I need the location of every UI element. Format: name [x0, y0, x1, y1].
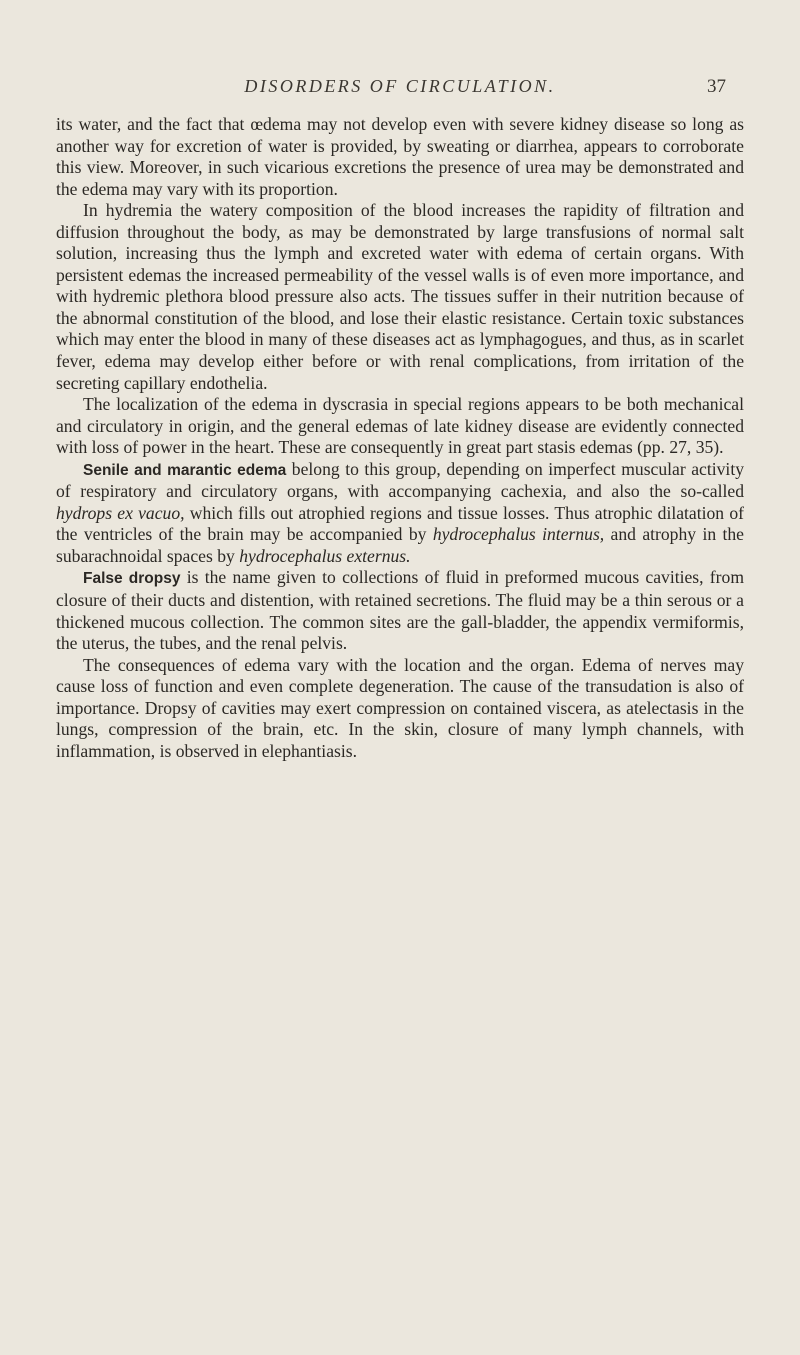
false-dropsy-text: is the name given to collections of fluid in preformed mucous cavities, from closure of their ducts and distention, with retained secretions. The fluid may be a thin serous or a thickened mucous collection. The common sites are the gall-bladder, the appendix vermiformis, the uterus, the tubes, and the renal pelvis. — [56, 567, 744, 654]
paragraph-consequences: The consequences of edema vary with the location and the organ. Edema of nerves may cause loss of function and even complete degeneration. The cause of the transudation is also of importance. Dropsy of cavities may exert compression on contained viscera, as atelectasis in the lungs, compression of the brain, etc. In the skin, closure of many lymph channels, with inflammation, is observed in elephantiasis. — [56, 654, 744, 761]
paragraph-hydremia: In hydremia the watery composition of the blood increases the rapidity of filtration and diffusion throughout the body, as may be demonstrated by large transfusions of normal salt solution, increasing thus the lymph and excreted water with edema of certain organs. With persistent edemas the increased permeability of the vessel walls is of even more importance, and with hydremic plethora blood pressure also acts. The tissues suffer in their nutrition because of the abnormal constitution of the blood, and lose their elastic resistance. Certain toxic substances which may enter the blood in many of these diseases act as lymphagogues, and thus, as in scarlet fever, edema may develop either before or with renal complications, from irritation of the secreting capillary endothelia. — [56, 200, 744, 393]
running-head — [0, 76, 800, 102]
senile-text-2: which fills out atrophied regions and tissue losses. Thus atrophic dilatation of the ventricles of the brain may be accompanied by — [56, 502, 744, 545]
paragraph-false-dropsy — [56, 567, 744, 654]
body-text — [56, 114, 744, 762]
term-false-dropsy: False dropsy — [83, 570, 181, 588]
senile-text-3: and atrophy in the subarachnoidal spaces by — [56, 524, 744, 566]
running-title: DISORDERS OF CIRCULATION. — [244, 76, 556, 96]
italic-hydrocephalus-internus: hydrocephalus internus, — [432, 524, 605, 545]
term-senile-marantic-edema: Senile and marantic edema — [83, 461, 287, 479]
italic-hydrops-ex-vacuo: hydrops ex vacuo, — [56, 502, 185, 523]
paragraph-senile-edema — [56, 459, 744, 568]
italic-hydrocephalus-externus: hydrocephalus externus. — [239, 545, 411, 566]
paragraph-water-excretion: its water, and the fact that œdema may not develop even with severe kidney disease so long as another way for excretion of water is provided, by sweating or diarrhea, appears to corroborate this view. Moreover, in such vicarious excretions the presence of urea may be demonstrated and the edema may vary with its proportion. — [56, 114, 744, 199]
senile-text-1: belong to this group, depending on imperfect muscular activity of respiratory and circulatory organs, with accompanying cachexia, and also the so-called — [56, 458, 745, 502]
page-number: 37 — [707, 76, 726, 97]
paragraph-localization: The localization of the edema in dyscrasia in special regions appears to be both mechanical and circulatory in origin, and the general edemas of late kidney disease are evidently connected with loss of power in the heart. These are consequently in great part stasis edemas (pp. 27, 35). — [56, 394, 744, 458]
